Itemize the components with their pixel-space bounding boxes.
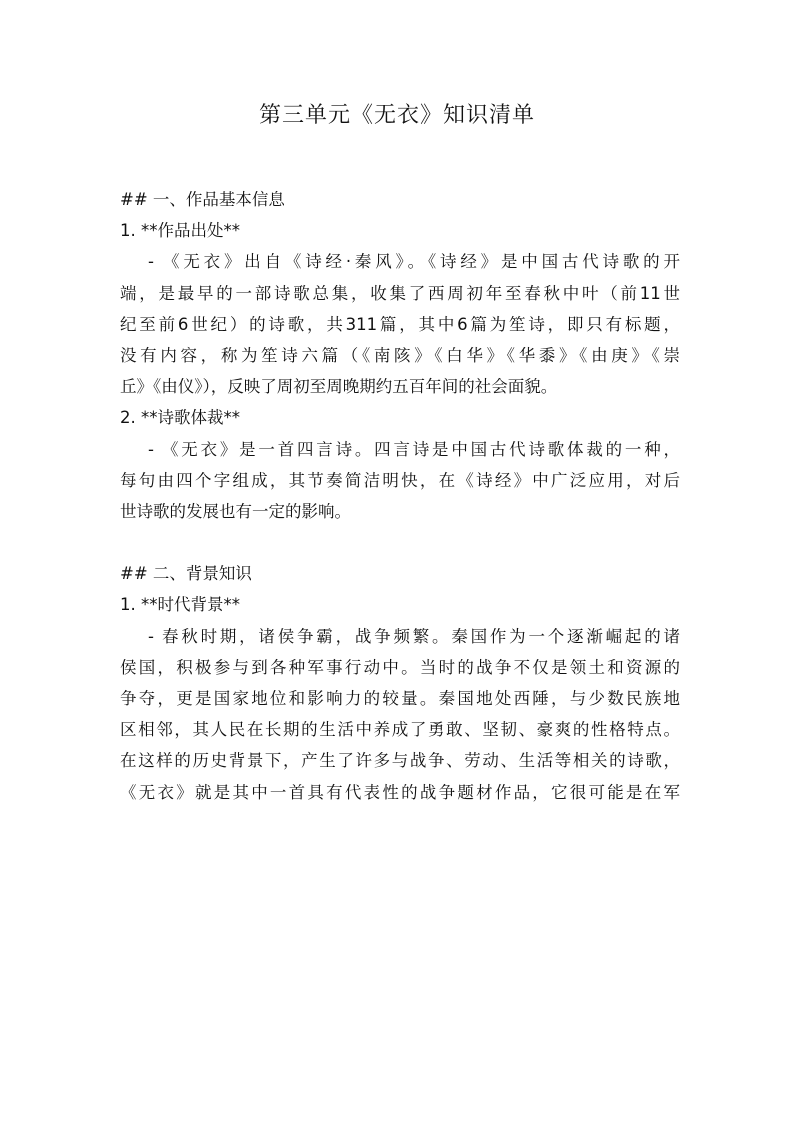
item-title-era-background: 1. **时代背景**	[120, 595, 240, 615]
paragraph-line: 端，是最早的一部诗歌总集，收集了西周初年至春秋中叶（前11世	[120, 283, 680, 303]
paragraph-line: 在这样的历史背景下，产生了许多与战争、劳动、生活等相关的诗歌，	[120, 751, 680, 771]
paragraph-line: 没有内容，称为笙诗六篇（《南陔》《白华》《华黍》《由庚》《崇	[120, 345, 680, 365]
paragraph-line: - 《无衣》出自《诗经·秦风》。《诗经》是中国古代诗歌的开	[148, 252, 680, 272]
section-heading-background: ## 二、背景知识	[120, 564, 252, 584]
item-title-poetry-genre: 2. **诗歌体裁**	[120, 408, 240, 428]
paragraph-line: 丘》《由仪》），反映了周初至周晚期约五百年间的社会面貌。	[120, 377, 558, 397]
blank-line	[120, 527, 680, 558]
paragraph-line: 争夺，更是国家地位和影响力的较量。秦国地处西陲，与少数民族地	[120, 689, 680, 708]
paragraph-line: 纪至前6世纪）的诗歌，共311篇，其中6篇为笙诗，即只有标题，	[120, 314, 680, 334]
paragraph-line: 世诗歌的发展也有一定的影响。	[120, 501, 351, 521]
paragraph-line: 《无衣》就是其中一首具有代表性的战争题材作品，它很可能是在军	[120, 782, 680, 802]
document-title: 第三单元《无衣》知识清单	[258, 103, 535, 128]
section-heading-basic-info: ## 一、作品基本信息	[120, 190, 285, 209]
paragraph-line: 每句由四个字组成，其节奏简洁明快，在《诗经》中广泛应用，对后	[120, 470, 680, 490]
paragraph-line: 侯国，积极参与到各种军事行动中。当时的战争不仅是领土和资源的	[120, 657, 680, 677]
paragraph-line: 区相邻，其人民在长期的生活中养成了勇敢、坚韧、豪爽的性格特点。	[120, 720, 680, 740]
paragraph-line: - 《无衣》是一首四言诗。四言诗是中国古代诗歌体裁的一种，	[148, 439, 680, 459]
paragraph-line: - 春秋时期，诸侯争霸，战争频繁。秦国作为一个逐渐崛起的诸	[148, 626, 680, 646]
item-title-work-source: 1. **作品出处**	[120, 221, 240, 241]
document-body	[120, 184, 680, 808]
